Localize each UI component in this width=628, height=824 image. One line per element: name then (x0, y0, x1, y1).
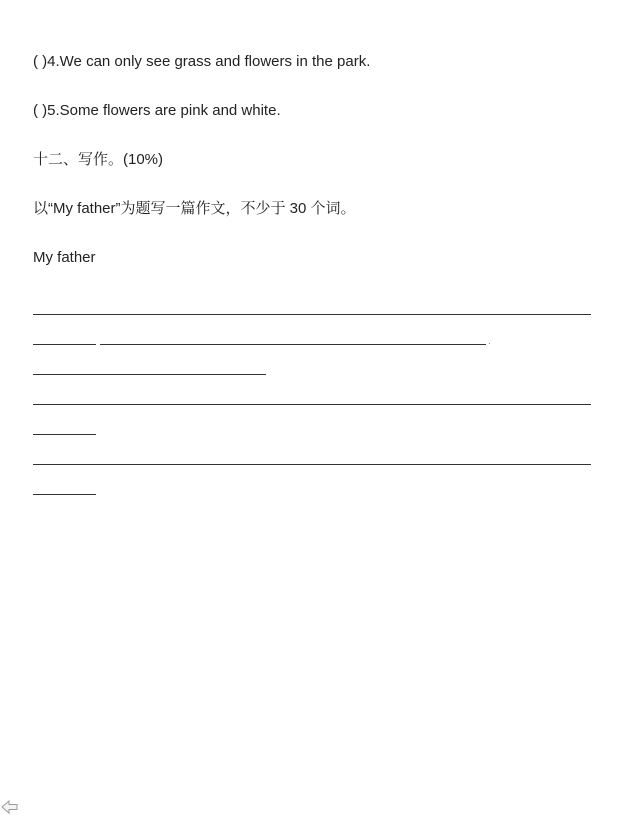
left-arrow-icon[interactable] (1, 798, 19, 816)
answer-line-3 (33, 374, 266, 375)
answer-line-2a (33, 344, 96, 345)
question-4: ( )4.We can only see grass and flowers in the park. (33, 53, 371, 70)
answer-line-6 (33, 464, 591, 465)
answer-line-2-dot (489, 343, 490, 344)
essay-title: My father (33, 249, 96, 266)
question-5: ( )5.Some flowers are pink and white. (33, 102, 281, 119)
answer-line-1 (33, 314, 591, 315)
writing-instruction: 以“My father”为题写一篇作文，不少于 30 个词。 (33, 200, 356, 217)
answer-line-2b (100, 344, 486, 345)
answer-line-4 (33, 404, 591, 405)
answer-line-7 (33, 494, 96, 495)
section-heading: 十二、写作。(10%) (33, 151, 164, 168)
answer-line-5 (33, 434, 96, 435)
